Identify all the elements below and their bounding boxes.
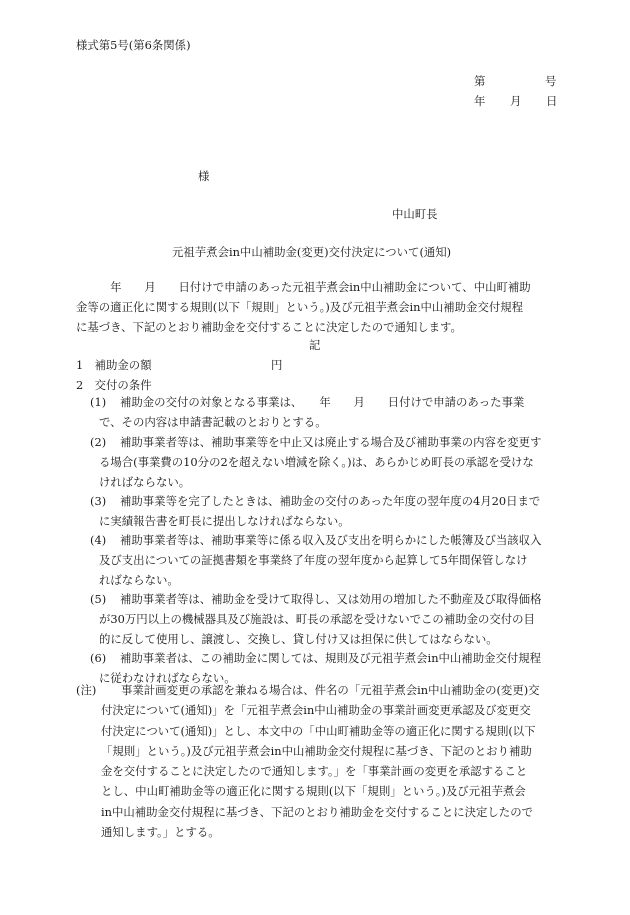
- note-line: 付決定について(通知)」とし、本文中の「中山町補助金等の適正化に関する規則(以下: [101, 723, 536, 738]
- form-label: 様式第5号(第6条関係): [76, 38, 191, 52]
- note-line: 「規則」という。)及び元祖芋煮会in中山補助金交付規程に基づき、下記のとおり補助: [101, 743, 532, 758]
- condition-line: 補助事業者は、この補助金に関しては、規則及び元祖芋煮会in中山補助金交付規程: [120, 651, 542, 665]
- note-line: とし、中山町補助金等の適正化に関する規則(以下「規則」という。)及び元祖芋煮会: [101, 784, 526, 799]
- note-line: 通知します。」とする。: [101, 825, 220, 840]
- section-1-amount: [76, 358, 283, 372]
- condition-line: 的に反して使用し、譲渡し、交換し、貸し付け又は担保に供してはならない。: [99, 631, 498, 646]
- condition-line: 補助金の交付の対象となる事業は、 年 月 日付けで申請のあった事業: [120, 395, 525, 409]
- condition-number: (6): [90, 651, 107, 665]
- document-number-line: [474, 74, 557, 88]
- document-title: 元祖芋煮会in中山補助金(変更)交付決定について(通知): [172, 245, 452, 259]
- condition-line: が30万円以上の機械器具及び施設は、町長の承認を受けないでこの補助金の交付の目: [99, 611, 535, 626]
- condition-line: 補助事業者等は、補助事業等を中止又は廃止する場合及び補助事業の内容を変更す: [120, 435, 542, 449]
- condition-line: 及び支出についての証拠書類を事業終了年度の翌年度から起算して5年間保管しなけ: [99, 552, 528, 567]
- date-month: 月: [510, 94, 522, 108]
- condition-number: (4): [90, 533, 107, 547]
- note-line: in中山補助金交付規程に基づき、下記のとおり補助金を交付することに決定したので: [101, 804, 533, 819]
- condition-item: [90, 433, 560, 492]
- condition-number: (1): [90, 395, 107, 409]
- intro-line: に基づき、下記のとおり補助金を交付することに決定したので通知します。: [76, 319, 462, 334]
- condition-item: [90, 590, 560, 649]
- sender-name: 中山町長: [392, 207, 438, 221]
- addressee-honorific: 様: [198, 169, 210, 183]
- intro-line: 金等の適正化に関する規則(以下「規則」という。)及び元祖芋煮会in中山補助金交付規程: [76, 299, 524, 314]
- condition-line: 補助事業者等は、補助事業等に係る収入及び支出を明らかにした帳簿及び当該収入: [120, 533, 542, 547]
- condition-line: る場合(事業費の10分の2を超えない増減を除く。)は、あらかじめ町長の承認を受けな: [99, 454, 534, 469]
- condition-line: で、その内容は申請書記載のとおりとする。: [99, 414, 327, 429]
- condition-line: ければならない。: [99, 474, 191, 489]
- condition-number: (5): [90, 592, 107, 606]
- condition-item: [90, 531, 560, 590]
- condition-number: (2): [90, 435, 107, 449]
- condition-item: [90, 393, 560, 433]
- condition-line: に実績報告書を町長に提出しなければならない。: [99, 513, 350, 528]
- section-1-label: 1 補助金の額: [76, 358, 152, 372]
- condition-line: 補助事業者等は、補助金を受けて取得し、又は効用の増加した不動産及び取得価格: [120, 592, 542, 606]
- note-line: 付決定について(通知)」を「元祖芋煮会in中山補助金の事業計画変更承認及び変更交: [101, 703, 531, 718]
- condition-line: 補助事業等を完了したときは、補助金の交付のあった年度の翌年度の4月20日まで: [120, 494, 541, 508]
- intro-paragraph: [76, 278, 566, 337]
- condition-number: (3): [90, 494, 107, 508]
- intro-line: 年 月 日付けで申請のあった元祖芋煮会in中山補助金について、中山町補助: [76, 280, 531, 294]
- date-year: 年: [474, 94, 486, 108]
- note-line: 金を交付することに決定したので通知します。」を「事業計画の変更を承認すること: [101, 764, 528, 779]
- note-line: 事業計画変更の承認を兼ねる場合は、件名の「元祖芋煮会in中山補助金の(変更)交: [121, 683, 540, 697]
- condition-item: [90, 492, 560, 532]
- condition-line: ればならない。: [99, 572, 179, 587]
- ki-marker: 記: [309, 338, 321, 352]
- condition-line: に従わなければならない。: [99, 670, 236, 685]
- section-2-label: 2 交付の条件: [76, 378, 152, 392]
- note-block: [76, 680, 566, 842]
- number-suffix: 号: [545, 74, 557, 88]
- section-1-unit: 円: [271, 358, 283, 372]
- date-day: 日: [546, 94, 558, 108]
- number-prefix: 第: [474, 74, 486, 88]
- note-tag: (注): [76, 683, 97, 697]
